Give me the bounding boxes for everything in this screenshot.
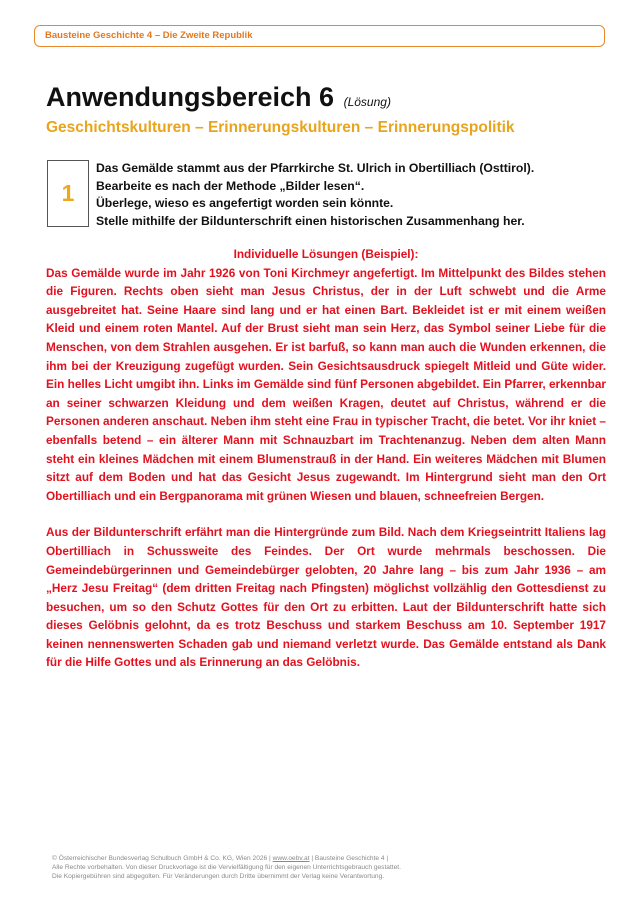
solution-section: [46, 245, 606, 672]
solution-heading: Individuelle Lösungen (Beispiel):: [233, 247, 419, 261]
footer-series: | Bausteine Geschichte 4 |: [311, 855, 389, 862]
series-label: Bausteine Geschichte 4 – Die Zweite Republik: [45, 30, 253, 41]
series-header: [34, 25, 605, 47]
page-title: [46, 80, 391, 119]
copyright-footer: [52, 854, 612, 881]
page-title-main: Anwendungsbereich 6: [46, 82, 335, 112]
task-line: Das Gemälde stammt aus der Pfarrkirche St. Ulrich in Obertilliach (Osttirol).: [96, 161, 535, 175]
footer-copyright: © Österreichischer Bundesverlag Schulbuch GmbH & Co. KG, Wien 2026 |: [52, 855, 271, 862]
footer-line-3: Die Kopiergebühren sind abgegolten. Für Veränderungen durch Dritte übernimmt der Verlag keine Verantwortung.: [52, 873, 385, 880]
footer-line-2: Alle Rechte vorbehalten. Von dieser Druckvorlage ist die Vervielfältigung für den eigenen Unterrichtsgebrauch gestattet.: [52, 864, 401, 871]
task-line: Bearbeite es nach der Methode „Bilder lesen“.: [96, 178, 365, 193]
solution-paragraph-1: Das Gemälde wurde im Jahr 1926 von Toni Kirchmeyr angefertigt. Im Mittelpunkt des Bildes stehen die Figuren. Rechts oben sieht man Jesus Christus, der in der Luft schwebt und die Arme ausgebreitet hat. Seine Haare sind lang und er hat einen Bart. Bekleidet ist er mit einem weißen Kleid und einem roten Mantel. Auf der Brust sieht man sein Herz, das Symbol seiner Liebe für die Menschen, von dem Strahlen ausgehen. Er ist barfuß, so kann man auch die Wunden erkennen, die ihm bei der Kreuzigung zugefügt wurden. Sein Gesichtsausdruck spiegelt Mitleid und Güte wider. Ein helles Licht umgibt ihn. Links im Gemälde sind fünf Personen abgebildet. Ein Pfarrer, erkennbar an seiner schwarzen Kleidung und dem weißen Kragen, deutet auf Christus, während er die Personen anderen anschaut. Neben ihm steht eine Frau in typischer Tracht, die betet. Vor ihr kniet – ebenfalls betend – ein älterer Mann mit Schnauzbart im Trachtenanzug. Neben dem alten Mann steht ein kleines Mädchen mit einem Blumenstrauß in der Hand. Ein weiteres Mädchen mit Blumen sitzt auf dem Boden und hat das Gesicht Jesus zugewandt. Im Hintergrund sieht man den Ort Obertilliach und ein Bergpanorama mit grünen Wiesen und blauen, schneefreien Bergen.: [46, 265, 606, 503]
task-line: Stelle mithilfe der Bildunterschrift einen historischen Zusammenhang her.: [96, 213, 525, 228]
footer-line-1: [52, 854, 612, 863]
publisher-link[interactable]: www.oebv.at: [272, 855, 310, 862]
page-subtitle: Geschichtskulturen – Erinnerungskulturen – Erinnerungspolitik: [46, 119, 515, 136]
solution-paragraph-2: Aus der Bildunterschrift erfährt man die Hintergründe zum Bild. Nach dem Kriegseintritt Italiens lag Obertilliach in Schussweite des Feindes. Der Ort wurde mehrmals beschossen. Die Gemeindebürgerinnen und Gemeindebürger gelobten, 20 Jahre lang – bis zum Jahr 1936 – am „Herz Jesu Freitag“ (dem dritten Freitag nach Pfingsten) möglichst vollzählig den Gottesdienst zu besuchen, um so den Schutz Gottes für den Ort zu erbitten. Laut der Bildunterschrift hatte sich dieses Gelöbnis gelohnt, da es trotz Beschuss und starkem Beschuss am 10. September 1917 keinen nennenswerten Schaden gab und niemand verletzt wurde. Das Gemälde entstand als Dank für die Hilfe Gottes und als Erinnerung an das Gelöbnis.: [46, 525, 606, 670]
page-title-note: (Lösung): [343, 95, 391, 109]
task-number: 1: [61, 180, 75, 206]
task-number-box: [47, 160, 89, 227]
task-instructions: [96, 160, 606, 230]
task-line: Überlege, wieso es angefertigt worden sein könnte.: [96, 196, 394, 210]
